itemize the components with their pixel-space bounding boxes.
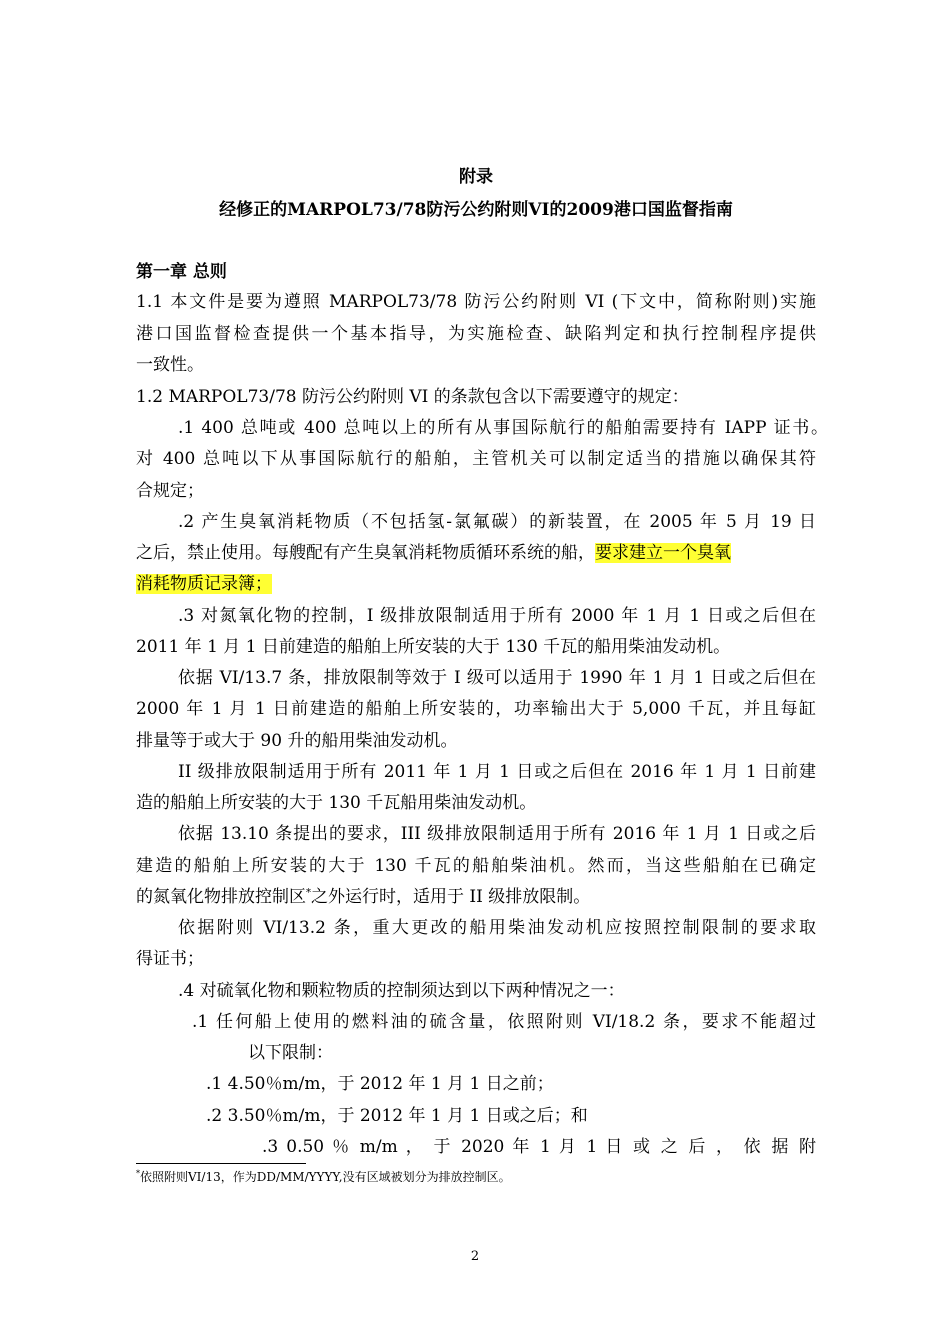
footnote-mark: * <box>306 887 311 899</box>
paragraph-line: .4 对硫氧化物和颗粒物质的控制须达到以下两种情况之一： <box>178 981 625 1001</box>
paragraph-line: 建造的船舶上所安装的大于 130 千瓦的船舶柴油机。然而，当这些船舶在已确定 <box>136 856 816 876</box>
paragraph-text: 之后，禁止使用。每艘配有产生臭氧消耗物质循环系统的船， <box>136 543 595 563</box>
appendix-title: 附录 <box>459 167 493 187</box>
paragraph-line: .3 0.50 ％ m/m ， 于 2020 年 1 月 1 日 或 之 后 ， 依 据 附 <box>262 1137 816 1157</box>
paragraph-line: 排量等于或大于 90 升的船用柴油发动机。 <box>136 731 458 751</box>
paragraph-line: .2 3.50％m/m，于 2012 年 1 月 1 日或之后；和 <box>206 1106 588 1126</box>
page-number: 2 <box>470 1249 480 1264</box>
footnote-divider <box>136 1163 306 1164</box>
paragraph-text: 之外运行时，适用于 II 级排放限制。 <box>311 887 591 907</box>
paragraph-line: 依据附则 VI/13.2 条，重大更改的船用柴油发动机应按照控制限制的要求取 <box>178 918 816 938</box>
footnote-text: 依照附则VI/13，作为DD/MM/YYYY,没有区域被划分为排放控制区。 <box>140 1170 511 1184</box>
paragraph-line: 以下限制： <box>248 1043 333 1063</box>
paragraph-line: 2011 年 1 月 1 日前建造的船舶上所安装的大于 130 千瓦的船用柴油发动机。 <box>136 637 731 657</box>
highlighted-text: 要求建立一个臭氧 <box>595 543 731 563</box>
highlighted-text: 消耗物质记录簿； <box>136 574 272 594</box>
paragraph-line: .1 4.50％m/m，于 2012 年 1 月 1 日之前； <box>206 1074 554 1094</box>
paragraph-line: 港口国监督检查提供一个基本指导，为实施检查、缺陷判定和执行控制程序提供 <box>136 324 816 344</box>
paragraph-line: 1.2 MARPOL73/78 防污公约附则 VI 的条款包含以下需要遵守的规定： <box>136 387 689 407</box>
paragraph-text: 的氮氧化物排放控制区 <box>136 887 306 907</box>
paragraph-line: 造的船舶上所安装的大于 130 千瓦船用柴油发动机。 <box>136 793 537 813</box>
paragraph-line: 一致性。 <box>136 355 204 375</box>
chapter-heading: 第一章 总则 <box>136 262 227 282</box>
paragraph-line: .1 任何船上使用的燃料油的硫含量，依照附则 VI/18.2 条，要求不能超过 <box>192 1012 816 1032</box>
paragraph-line: 依据 13.10 条提出的要求，III 级排放限制适用于所有 2016 年 1 月 1 日或之后 <box>178 824 816 844</box>
paragraph-line: .1 400 总吨或 400 总吨以上的所有从事国际航行的船舶需要持有 IAPP 证书。 <box>178 418 828 438</box>
document-title: 经修正的MARPOL73/78防污公约附则VI的2009港口国监督指南 <box>219 200 733 220</box>
paragraph-line: II 级排放限制适用于所有 2011 年 1 月 1 日或之后但在 2016 年 1 月 1 日前建 <box>178 762 816 782</box>
footnote-mark: * <box>136 1169 140 1178</box>
paragraph-line: .2 产生臭氧消耗物质（不包括氢-氯氟碳）的新装置，在 2005 年 5 月 19 日 <box>178 512 816 532</box>
paragraph-line: 得证书； <box>136 949 204 969</box>
paragraph-line: 合规定； <box>136 481 204 501</box>
footnote <box>136 1169 511 1185</box>
paragraph-line: .3 对氮氧化物的控制，I 级排放限制适用于所有 2000 年 1 月 1 日或之后但在 <box>178 606 816 626</box>
paragraph-line: 依据 VI/13.7 条，排放限制等效于 I 级可以适用于 1990 年 1 月 1 日或之后但在 <box>178 668 816 688</box>
paragraph-line <box>136 886 816 908</box>
paragraph-line: 1.1 本文件是要为遵照 MARPOL73/78 防污公约附则 VI (下文中，简称附则)实施 <box>136 292 816 312</box>
paragraph-line <box>136 542 816 564</box>
paragraph-line <box>136 573 816 595</box>
paragraph-line: 对 400 总吨以下从事国际航行的船舶，主管机关可以制定适当的措施以确保其符 <box>136 449 816 469</box>
paragraph-line: 2000 年 1 月 1 日前建造的船舶上所安装的，功率输出大于 5,000 千瓦，并且每缸 <box>136 699 816 719</box>
